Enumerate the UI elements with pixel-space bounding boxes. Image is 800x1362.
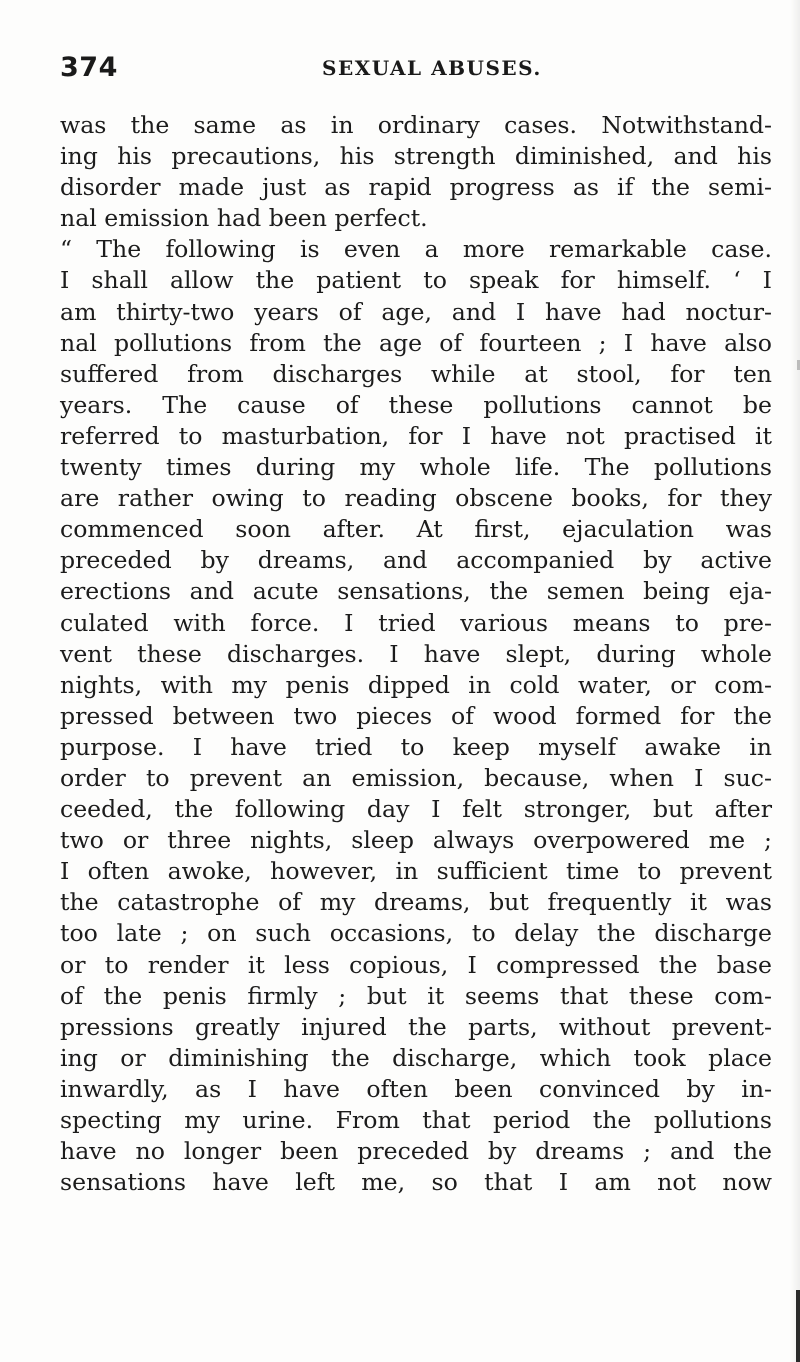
text-line: or to render it less copious, I compressed the base <box>60 950 772 979</box>
text-line: vent these discharges. I have slept, during whole <box>60 639 772 668</box>
text-line: ing or diminishing the discharge, which took place <box>60 1043 772 1072</box>
text-line: erections and acute sensations, the semen being eja- <box>60 577 772 606</box>
text-line: pressions greatly injured the parts, without prevent- <box>60 1012 772 1041</box>
text-line: have no longer been preceded by dreams ; and the <box>60 1137 772 1166</box>
text-line: inwardly, as I have often been convinced by in- <box>60 1074 772 1103</box>
text-line: sensations have left me, so that I am not now <box>60 1168 772 1197</box>
text-line: nal emission had been perfect. <box>60 204 428 233</box>
text-line: ceeded, the following day I felt stronger, but after <box>60 795 772 824</box>
text-line: ing his precautions, his strength diminished, and his <box>60 142 772 171</box>
text-line: was the same as in ordinary cases. Notwithstand- <box>60 111 772 139</box>
running-title: SEXUAL ABUSES. <box>322 56 542 80</box>
text-line: twenty times during my whole life. The pollutions <box>60 453 772 482</box>
text-line: nights, with my penis dipped in cold water, or com- <box>60 670 772 699</box>
page-edge-mark <box>796 1290 800 1362</box>
text-line: the catastrophe of my dreams, but frequently it was <box>60 888 772 917</box>
text-line: suffered from discharges while at stool, for ten <box>60 359 772 388</box>
text-line: I shall allow the patient to speak for himself. ‘ I <box>60 266 772 295</box>
running-head <box>60 52 750 86</box>
text-line: “ The following is even a more remarkable case. <box>60 235 772 264</box>
text-line: are rather owing to reading obscene books, for they <box>60 484 772 513</box>
text-line: two or three nights, sleep always overpowered me ; <box>60 826 772 855</box>
text-line: am thirty-two years of age, and I have had noctur- <box>60 297 772 326</box>
text-line: disorder made just as rapid progress as if the semi- <box>60 173 772 202</box>
text-line: too late ; on such occasions, to delay the discharge <box>60 919 772 948</box>
text-line: I often awoke, however, in sufficient time to prevent <box>60 857 772 886</box>
text-line: of the penis firmly ; but it seems that these com- <box>60 981 772 1010</box>
text-line: purpose. I have tried to keep myself awake in <box>60 732 772 761</box>
page-edge-shadow <box>790 0 800 1362</box>
text-line: pressed between two pieces of wood formed for the <box>60 701 772 730</box>
body-text <box>60 110 772 1198</box>
text-line: referred to masturbation, for I have not practised it <box>60 421 772 450</box>
text-line: order to prevent an emission, because, when I suc- <box>60 763 772 792</box>
text-line: nal pollutions from the age of fourteen ; I have also <box>60 328 772 357</box>
text-line: preceded by dreams, and accompanied by active <box>60 546 772 575</box>
text-line: commenced soon after. At first, ejaculation was <box>60 515 772 544</box>
text-line: culated with force. I tried various means to pre- <box>60 608 772 637</box>
page-number: 374 <box>60 52 118 83</box>
text-line: years. The cause of these pollutions cannot be <box>60 390 772 419</box>
text-line: specting my urine. From that period the pollutions <box>60 1106 772 1134</box>
